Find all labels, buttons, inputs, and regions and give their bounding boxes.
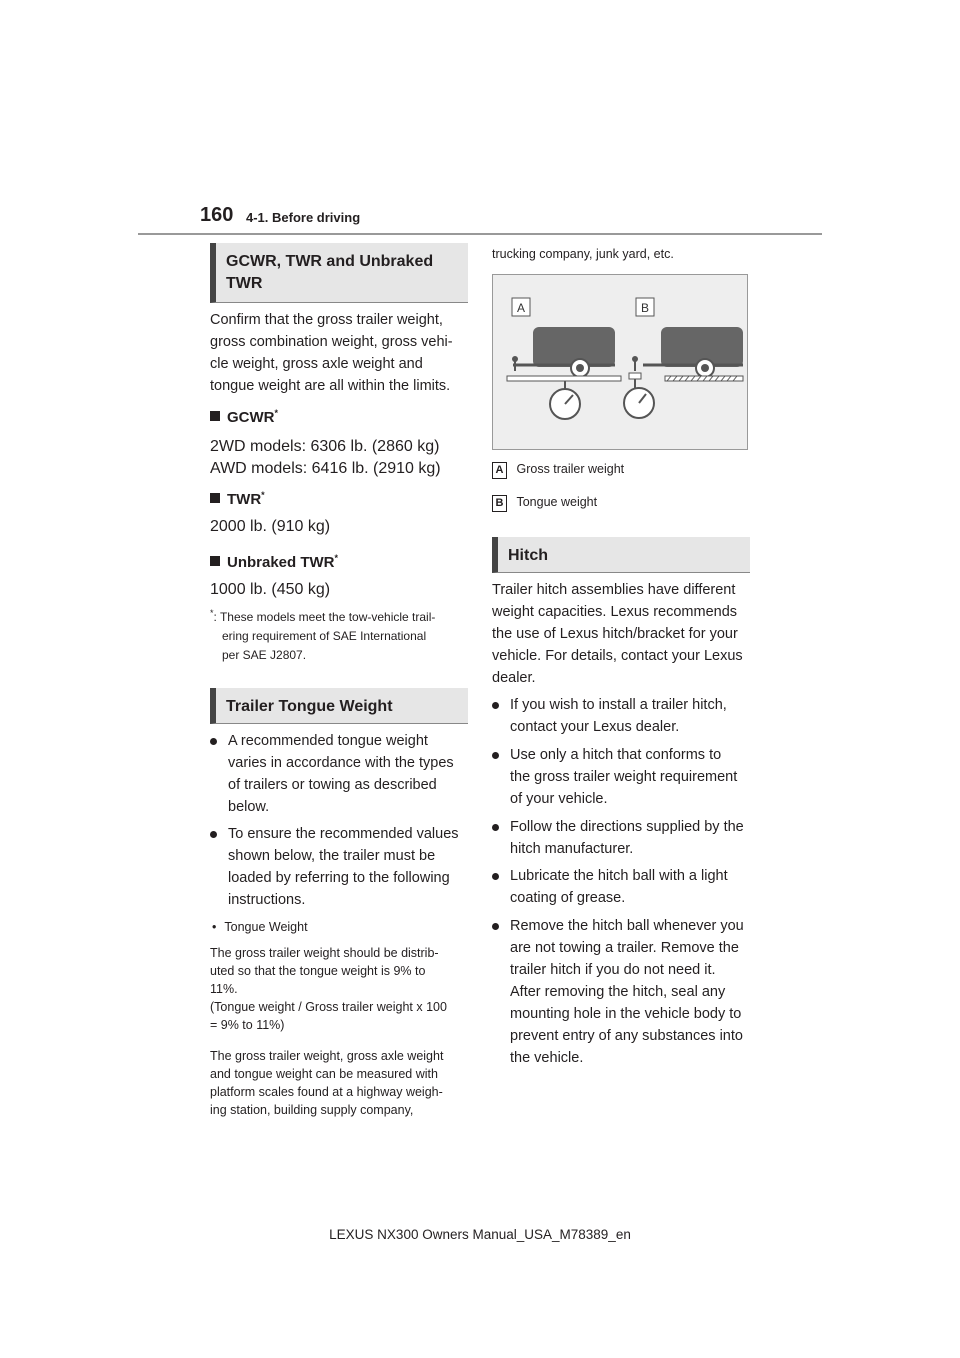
legend-item-b: B Tongue weight bbox=[492, 493, 597, 512]
bullet-dot-icon bbox=[492, 824, 499, 831]
bullet-item: A recommended tongue weight varies in accordance with the types of trailers or towing as described below. bbox=[210, 730, 472, 818]
unbraked-twr-value: 1000 lb. (450 kg) bbox=[210, 581, 331, 598]
header-rule bbox=[138, 233, 822, 235]
intro-line: cle weight, gross axle weight and bbox=[210, 356, 423, 372]
bullet-dot-icon bbox=[492, 752, 499, 759]
gcwr-heading: GCWR* bbox=[210, 408, 278, 426]
legend-key-b: B bbox=[492, 495, 507, 512]
twr-heading: TWR* bbox=[210, 490, 265, 508]
hitch-intro: Trailer hitch assemblies have different weight capacities. Lexus recommends the use of Lexus hitch/bracket for your vehicle. For details, contact your Lexus dealer. bbox=[492, 582, 743, 686]
intro-paragraph bbox=[210, 309, 480, 397]
trailer-scale-illustration bbox=[493, 275, 747, 449]
twr-value: 2000 lb. (910 kg) bbox=[210, 518, 331, 535]
bullet-item: If you wish to install a trailer hitch, contact your Lexus dealer. bbox=[492, 694, 754, 738]
unbraked-twr-heading: Unbraked TWR* bbox=[210, 553, 338, 571]
section-title: 4-1. Before driving bbox=[246, 210, 361, 225]
gcwr-value: AWD models: 6416 lb. (2910 kg) bbox=[210, 460, 441, 477]
small-bullet: • Tongue Weight bbox=[212, 920, 308, 934]
heading-tongue-weight-text: Trailer Tongue Weight bbox=[226, 698, 393, 715]
legend-key-a: A bbox=[492, 462, 507, 479]
trailer-b-icon bbox=[624, 327, 743, 418]
footnote: *: These models meet the tow-vehicle trail- ering requirement of SAE International per SAE J2807. bbox=[210, 608, 436, 662]
square-bullet-icon bbox=[210, 411, 220, 421]
square-bullet-icon bbox=[210, 556, 220, 566]
bullet-dot-icon bbox=[210, 738, 217, 745]
heading-tongue-weight bbox=[210, 688, 468, 724]
heading-hitch-text: Hitch bbox=[508, 547, 548, 564]
square-bullet-icon bbox=[210, 493, 220, 503]
figure-label-b: B bbox=[640, 301, 650, 315]
gcwr-values bbox=[210, 436, 441, 480]
page-number: 160 bbox=[200, 204, 234, 226]
heading-gcwr-twr bbox=[210, 243, 468, 303]
scales-paragraph: The gross trailer weight, gross axle weight and tongue weight can be measured with platform scales found at a highway weigh- ing station, building supply company, bbox=[210, 1049, 444, 1117]
bullet-item: Lubricate the hitch ball with a light coating of grease. bbox=[492, 865, 754, 909]
distribution-paragraph: The gross trailer weight should be distrib- uted so that the tongue weight is 9% to 11%. (Tongue weight / Gross trailer weight x 100 = 9% to 11%) bbox=[210, 946, 447, 1032]
figure-label-a: A bbox=[516, 301, 526, 315]
intro-line: gross combination weight, gross vehi- bbox=[210, 334, 453, 350]
intro-line: Confirm that the gross trailer weight, bbox=[210, 312, 443, 328]
legend-item-a: A Gross trailer weight bbox=[492, 460, 624, 479]
gcwr-value: 2WD models: 6306 lb. (2860 kg) bbox=[210, 438, 440, 455]
bullet-item: To ensure the recommended values shown below, the trailer must be loaded by referring to the following instructions. bbox=[210, 823, 472, 911]
bullet-item: Use only a hitch that conforms to the gross trailer weight requirement of your vehicle. bbox=[492, 744, 754, 810]
intro-line: tongue weight are all within the limits. bbox=[210, 378, 451, 394]
continued-text: trucking company, junk yard, etc. bbox=[492, 247, 674, 261]
bullet-dot-icon bbox=[492, 923, 499, 930]
heading-gcwr-twr-text: GCWR, TWR and Unbraked TWR bbox=[226, 253, 434, 292]
heading-hitch bbox=[492, 537, 750, 573]
bullet-item: Follow the directions supplied by the hitch manufacturer. bbox=[492, 816, 754, 860]
footer-manual-id: LEXUS NX300 Owners Manual_USA_M78389_en bbox=[329, 1227, 631, 1242]
bullet-dot-icon bbox=[492, 873, 499, 880]
bullet-dot-icon bbox=[492, 702, 499, 709]
trailer-weight-figure bbox=[492, 274, 748, 450]
bullet-dot-icon bbox=[210, 831, 217, 838]
bullet-item: Remove the hitch ball whenever you are not towing a trailer. Remove the trailer hitch if you do not need it. After removing the hitch, seal any mounting hole in the vehicle body to prevent entry of any substances into the vehicle. bbox=[492, 915, 754, 1069]
trailer-a-icon bbox=[507, 327, 621, 419]
